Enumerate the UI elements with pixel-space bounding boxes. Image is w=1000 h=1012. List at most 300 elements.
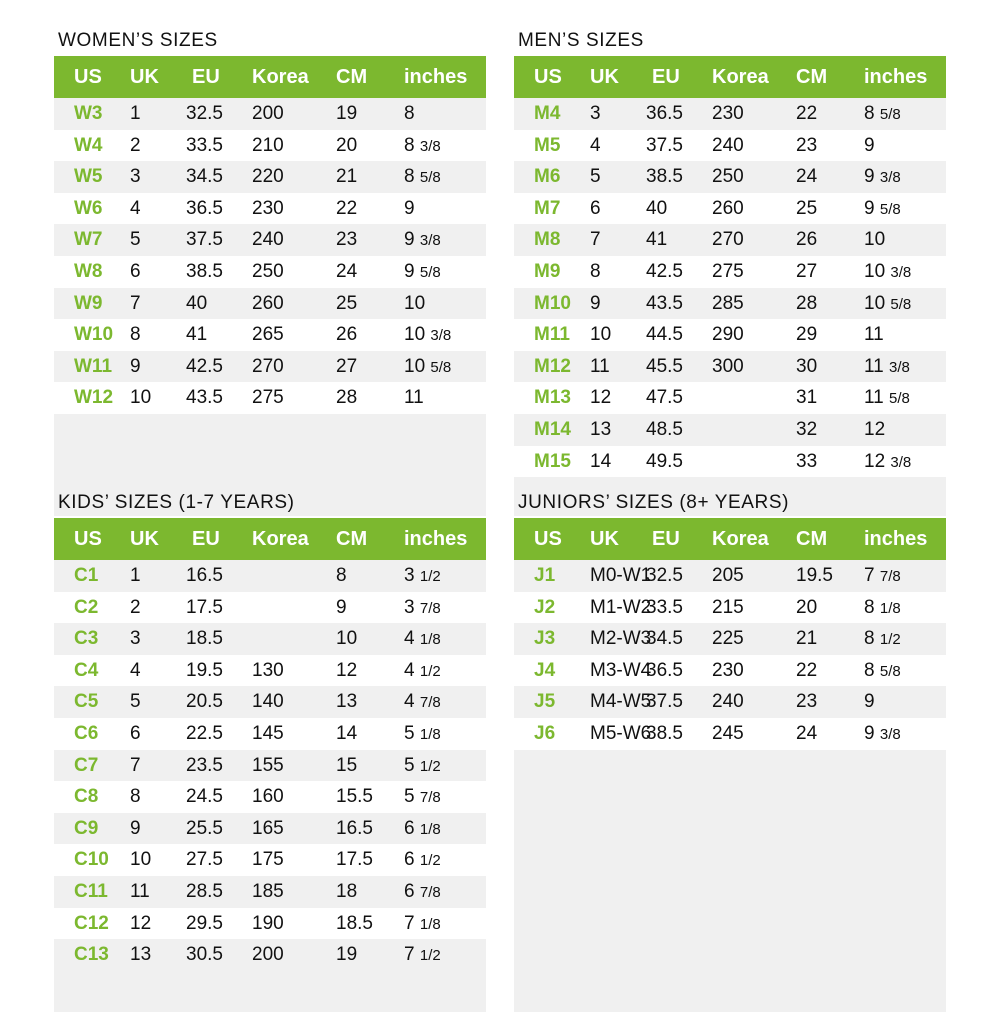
cell-inches (404, 844, 441, 877)
cell-eu: 36.5 (186, 197, 223, 219)
inches-whole: 9 (404, 229, 415, 251)
table-row (514, 161, 946, 193)
cell-korea: 270 (252, 355, 284, 377)
inches-whole: 9 (864, 197, 875, 219)
inches-whole: 9 (864, 722, 875, 744)
cell-uk: 12 (590, 387, 612, 409)
cell-korea: 275 (252, 387, 284, 409)
column-header-eu: EU (192, 66, 220, 88)
women-table-header (54, 56, 486, 98)
cell-inches (404, 876, 441, 909)
cell-uk: 3 (130, 628, 141, 650)
cell-cm: 23 (796, 691, 818, 713)
cell-korea: 240 (712, 691, 744, 713)
table-row (514, 256, 946, 288)
cell-uk: M2-W3 (590, 628, 652, 650)
inches-whole: 4 (404, 628, 415, 650)
inches-fraction: 5/8 (889, 390, 910, 408)
inches-fraction: 3/8 (419, 232, 441, 250)
cell-cm: 17.5 (336, 849, 373, 871)
table-row (54, 908, 486, 940)
cell-inches (404, 256, 441, 289)
cell-uk: 7 (590, 229, 601, 251)
cell-korea: 265 (252, 324, 284, 346)
cell-eu: 37.5 (646, 691, 683, 713)
cell-us: M10 (534, 292, 571, 314)
cell-eu: 18.5 (186, 628, 223, 650)
column-header-cm: CM (796, 528, 828, 550)
inches-whole: 3 (404, 565, 415, 586)
cell-cm: 32 (796, 418, 818, 440)
inches-whole: 7 (864, 565, 875, 586)
column-header-inches: inches (404, 66, 468, 88)
inches-whole: 8 (864, 659, 875, 681)
cell-uk: 8 (130, 786, 141, 808)
column-header-cm: CM (336, 66, 368, 88)
cell-uk: 13 (590, 418, 612, 440)
cell-us: M15 (534, 450, 571, 472)
cell-korea: 130 (252, 659, 284, 681)
inches-whole: 3 (404, 596, 415, 618)
table-row (514, 655, 946, 687)
cell-inches (404, 908, 441, 941)
inches-whole: 5 (404, 722, 415, 744)
inches-whole: 6 (404, 880, 415, 902)
cell-cm: 27 (796, 260, 818, 282)
women-sizes-section (54, 30, 486, 474)
cell-eu: 33.5 (186, 134, 223, 156)
inches-fraction: 5/8 (419, 263, 441, 281)
cell-korea: 140 (252, 691, 284, 713)
cell-eu: 42.5 (646, 260, 683, 282)
cell-eu: 32.5 (186, 103, 223, 124)
inches-fraction: 1/2 (879, 631, 901, 649)
cell-korea: 185 (252, 880, 284, 902)
cell-us: C13 (74, 944, 109, 966)
cell-eu: 43.5 (186, 387, 223, 409)
column-header-us: US (534, 66, 562, 88)
cell-eu: 30.5 (186, 944, 223, 966)
table-row (54, 98, 486, 130)
cell-cm: 22 (336, 197, 358, 219)
inches-whole: 10 (864, 260, 886, 282)
inches-whole: 5 (404, 786, 415, 808)
cell-korea: 210 (252, 134, 284, 156)
cell-us: M11 (534, 324, 570, 346)
column-header-us: US (534, 528, 562, 550)
cell-eu: 40 (186, 292, 208, 314)
cell-korea: 230 (252, 197, 284, 219)
column-header-korea: Korea (252, 66, 309, 88)
cell-cm: 19 (336, 944, 358, 966)
cell-cm: 21 (336, 166, 358, 188)
cell-cm: 30 (796, 355, 818, 377)
cell-cm: 28 (336, 387, 358, 409)
cell-us: M9 (534, 260, 561, 282)
table-row (514, 446, 946, 478)
inches-whole: 11 (404, 387, 424, 409)
table-row (514, 351, 946, 383)
cell-korea: 200 (252, 103, 284, 124)
cell-us: W4 (74, 134, 103, 156)
cell-inches (404, 939, 441, 972)
cell-korea: 275 (712, 260, 744, 282)
cell-cm: 18.5 (336, 912, 373, 934)
cell-eu: 27.5 (186, 849, 223, 871)
table-row (54, 161, 486, 193)
cell-inches (864, 592, 901, 625)
table-row (54, 623, 486, 655)
women-sizes-table (54, 56, 486, 516)
cell-eu: 34.5 (646, 628, 683, 650)
table-row (54, 718, 486, 750)
juniors-sizes-title: JUNIORS’ SIZES (8+ YEARS) (518, 492, 790, 513)
inches-whole: 10 (404, 292, 426, 314)
inches-fraction: 1/8 (419, 631, 441, 649)
cell-uk: 5 (130, 691, 141, 713)
cell-us: W8 (74, 260, 103, 282)
table-row (54, 876, 486, 908)
cell-korea: 290 (712, 324, 744, 346)
inches-fraction: 5/8 (879, 662, 901, 680)
cell-us: J4 (534, 659, 556, 681)
inches-whole: 9 (864, 134, 875, 156)
table-row (54, 939, 486, 971)
table-row (54, 288, 486, 320)
cell-us: W12 (74, 387, 114, 409)
cell-uk: 6 (130, 722, 141, 744)
cell-inches (404, 655, 441, 688)
inches-fraction: 1/8 (419, 820, 441, 838)
men-sizes-section (514, 30, 946, 474)
cell-us: W6 (74, 197, 103, 219)
cell-eu: 41 (186, 324, 208, 346)
cell-cm: 25 (796, 197, 818, 219)
inches-fraction: 7/8 (879, 568, 901, 585)
table-row (54, 193, 486, 225)
kids-table-header (54, 518, 486, 560)
cell-cm: 25 (336, 292, 358, 314)
table-row (514, 98, 946, 130)
cell-uk: 1 (130, 103, 141, 124)
men-sizes-table (514, 56, 946, 516)
cell-cm: 21 (796, 628, 818, 650)
inches-whole: 11 (864, 355, 884, 377)
cell-cm: 33 (796, 450, 818, 472)
cell-cm: 15 (336, 754, 358, 776)
cell-korea: 165 (252, 817, 284, 839)
cell-us: W7 (74, 229, 103, 251)
cell-uk: 10 (590, 324, 612, 346)
cell-inches (404, 718, 441, 751)
cell-korea: 205 (712, 565, 744, 586)
inches-whole: 6 (404, 817, 415, 839)
cell-inches (404, 560, 441, 593)
cell-eu: 36.5 (646, 103, 683, 124)
cell-us: C7 (74, 754, 99, 776)
cell-uk: 5 (590, 166, 601, 188)
cell-eu: 17.5 (186, 596, 223, 618)
cell-korea: 145 (252, 722, 284, 744)
table-row (54, 813, 486, 845)
cell-uk: 5 (130, 229, 141, 251)
cell-inches (864, 288, 911, 321)
cell-uk: 9 (130, 817, 141, 839)
table-row (54, 351, 486, 383)
column-header-us: US (74, 66, 102, 88)
cell-inches (864, 224, 885, 256)
cell-uk: 2 (130, 596, 141, 618)
cell-eu: 25.5 (186, 817, 223, 839)
table-row (514, 623, 946, 655)
inches-whole: 9 (864, 691, 875, 713)
cell-eu: 43.5 (646, 292, 683, 314)
cell-us: J3 (534, 628, 556, 650)
cell-uk: 11 (130, 880, 150, 902)
cell-uk: 3 (590, 103, 601, 124)
cell-cm: 24 (796, 166, 818, 188)
cell-korea: 225 (712, 628, 744, 650)
cell-us: M5 (534, 134, 561, 156)
cell-korea: 260 (252, 292, 284, 314)
column-header-inches: inches (864, 528, 928, 550)
cell-eu: 47.5 (646, 387, 683, 409)
cell-inches (404, 623, 441, 656)
inches-whole: 11 (864, 324, 884, 346)
cell-cm: 20 (336, 134, 358, 156)
cell-cm: 31 (796, 387, 818, 409)
cell-cm: 24 (796, 722, 818, 744)
cell-cm: 12 (336, 659, 358, 681)
cell-cm: 18 (336, 880, 358, 902)
column-header-korea: Korea (712, 528, 769, 550)
cell-cm: 10 (336, 628, 358, 650)
cell-us: M6 (534, 166, 561, 188)
cell-us: W11 (74, 355, 113, 377)
men-sizes-title: MEN’S SIZES (518, 30, 644, 51)
cell-cm: 22 (796, 103, 818, 124)
column-header-cm: CM (336, 528, 368, 550)
cell-uk: M5-W6 (590, 722, 652, 744)
cell-eu: 16.5 (186, 565, 223, 586)
cell-us: C3 (74, 628, 99, 650)
inches-whole: 10 (864, 292, 886, 314)
inches-fraction: 1/8 (419, 915, 441, 933)
column-header-uk: UK (590, 66, 619, 88)
table-row (514, 686, 946, 718)
cell-us: C8 (74, 786, 99, 808)
cell-us: M12 (534, 355, 571, 377)
table-row (514, 718, 946, 750)
cell-cm: 8 (336, 565, 347, 586)
cell-uk: 10 (130, 849, 152, 871)
cell-eu: 42.5 (186, 355, 223, 377)
cell-us: C1 (74, 565, 99, 586)
cell-inches (864, 319, 884, 351)
cell-korea: 285 (712, 292, 744, 314)
cell-us: C10 (74, 849, 109, 871)
kids-sizes-table (54, 518, 486, 1012)
cell-eu: 40 (646, 197, 668, 219)
table-row (514, 224, 946, 256)
cell-inches (404, 781, 441, 814)
cell-inches (864, 98, 901, 131)
cell-korea: 200 (252, 944, 284, 966)
cell-uk: 8 (130, 324, 141, 346)
column-header-uk: UK (130, 528, 159, 550)
column-header-cm: CM (796, 66, 828, 88)
cell-inches (404, 98, 415, 130)
cell-eu: 38.5 (646, 722, 683, 744)
inches-whole: 4 (404, 659, 415, 681)
cell-cm: 20 (796, 596, 818, 618)
column-header-korea: Korea (252, 528, 309, 550)
cell-korea: 175 (252, 849, 284, 871)
cell-uk: 9 (590, 292, 601, 314)
juniors-table-header (514, 518, 946, 560)
inches-fraction: 5/8 (430, 358, 452, 376)
inches-fraction: 5/8 (419, 169, 441, 187)
cell-eu: 22.5 (186, 722, 223, 744)
inches-fraction: 3/8 (890, 453, 912, 471)
inches-whole: 8 (864, 103, 875, 124)
cell-korea: 250 (252, 260, 284, 282)
cell-korea: 270 (712, 229, 744, 251)
cell-inches (404, 592, 441, 625)
cell-eu: 41 (646, 229, 668, 251)
cell-us: C11 (74, 880, 108, 902)
cell-us: M13 (534, 387, 571, 409)
column-header-korea: Korea (712, 66, 769, 88)
cell-cm: 29 (796, 324, 818, 346)
table-row (54, 382, 486, 414)
cell-eu: 45.5 (646, 355, 683, 377)
cell-cm: 26 (796, 229, 818, 251)
cell-inches (864, 623, 901, 656)
cell-eu: 37.5 (186, 229, 223, 251)
cell-eu: 33.5 (646, 596, 683, 618)
cell-korea: 300 (712, 355, 744, 377)
cell-inches (404, 686, 441, 719)
cell-cm: 23 (796, 134, 818, 156)
inches-whole: 8 (404, 166, 415, 188)
cell-uk: 9 (130, 355, 141, 377)
inches-whole: 6 (404, 849, 415, 871)
cell-us: C12 (74, 912, 109, 934)
kids-sizes-title: KIDS’ SIZES (1-7 YEARS) (58, 492, 295, 513)
cell-uk: 1 (130, 565, 141, 586)
inches-whole: 7 (404, 912, 415, 934)
inches-fraction: 5/8 (879, 200, 901, 218)
cell-korea: 245 (712, 722, 744, 744)
inches-whole: 8 (864, 628, 875, 650)
table-row (54, 319, 486, 351)
cell-uk: 12 (130, 912, 152, 934)
inches-whole: 12 (864, 450, 886, 472)
table-row (54, 781, 486, 813)
inches-fraction: 3/8 (879, 725, 901, 743)
cell-us: M7 (534, 197, 561, 219)
cell-cm: 19 (336, 103, 358, 124)
inches-fraction: 1/2 (419, 757, 441, 775)
cell-korea: 250 (712, 166, 744, 188)
inches-whole: 10 (404, 324, 426, 346)
women-sizes-title: WOMEN’S SIZES (58, 30, 218, 51)
cell-eu: 28.5 (186, 880, 223, 902)
column-header-eu: EU (652, 66, 680, 88)
cell-uk: 11 (590, 355, 610, 377)
cell-korea: 230 (712, 103, 744, 124)
cell-inches (404, 161, 441, 194)
table-row (54, 655, 486, 687)
table-row (514, 592, 946, 624)
cell-eu: 37.5 (646, 134, 683, 156)
table-row (514, 193, 946, 225)
table-row (514, 382, 946, 414)
inches-fraction: 3/8 (879, 169, 901, 187)
inches-fraction: 1/2 (419, 947, 441, 965)
column-header-inches: inches (404, 528, 468, 550)
cell-inches (864, 130, 875, 162)
cell-cm: 13 (336, 691, 358, 713)
table-row (514, 560, 946, 592)
column-header-eu: EU (652, 528, 680, 550)
column-header-eu: EU (192, 528, 220, 550)
cell-inches (404, 382, 424, 414)
cell-inches (864, 686, 875, 718)
cell-cm: 9 (336, 596, 347, 618)
cell-inches (404, 193, 415, 225)
cell-us: W3 (74, 103, 103, 124)
inches-fraction: 3/8 (419, 137, 441, 155)
inches-fraction: 7/8 (419, 694, 441, 712)
cell-inches (864, 655, 901, 688)
table-row (54, 592, 486, 624)
inches-whole: 10 (864, 229, 886, 251)
cell-uk: 2 (130, 134, 141, 156)
table-row (54, 686, 486, 718)
cell-uk: M4-W5 (590, 691, 652, 713)
cell-inches (864, 351, 910, 384)
column-header-uk: UK (130, 66, 159, 88)
cell-uk: 4 (130, 659, 141, 681)
cell-uk: 6 (130, 260, 141, 282)
inches-fraction: 1/2 (419, 852, 441, 870)
cell-inches (864, 161, 901, 194)
cell-us: W9 (74, 292, 103, 314)
cell-inches (864, 718, 901, 751)
cell-us: M14 (534, 418, 571, 440)
inches-fraction: 1/8 (879, 599, 901, 617)
cell-us: J1 (534, 565, 556, 586)
cell-us: J6 (534, 722, 556, 744)
inches-whole: 7 (404, 944, 415, 966)
kids-sizes-section (54, 492, 486, 970)
cell-uk: M0-W1 (590, 565, 652, 586)
inches-whole: 12 (864, 418, 886, 440)
table-row (54, 560, 486, 592)
cell-us: C6 (74, 722, 99, 744)
inches-whole: 8 (404, 103, 415, 124)
cell-inches (404, 319, 451, 352)
cell-inches (404, 351, 451, 384)
cell-inches (864, 382, 910, 415)
cell-korea: 155 (252, 754, 284, 776)
cell-inches (864, 560, 901, 593)
cell-us: C2 (74, 596, 99, 618)
cell-inches (404, 288, 425, 320)
inches-fraction: 5/8 (890, 295, 912, 313)
